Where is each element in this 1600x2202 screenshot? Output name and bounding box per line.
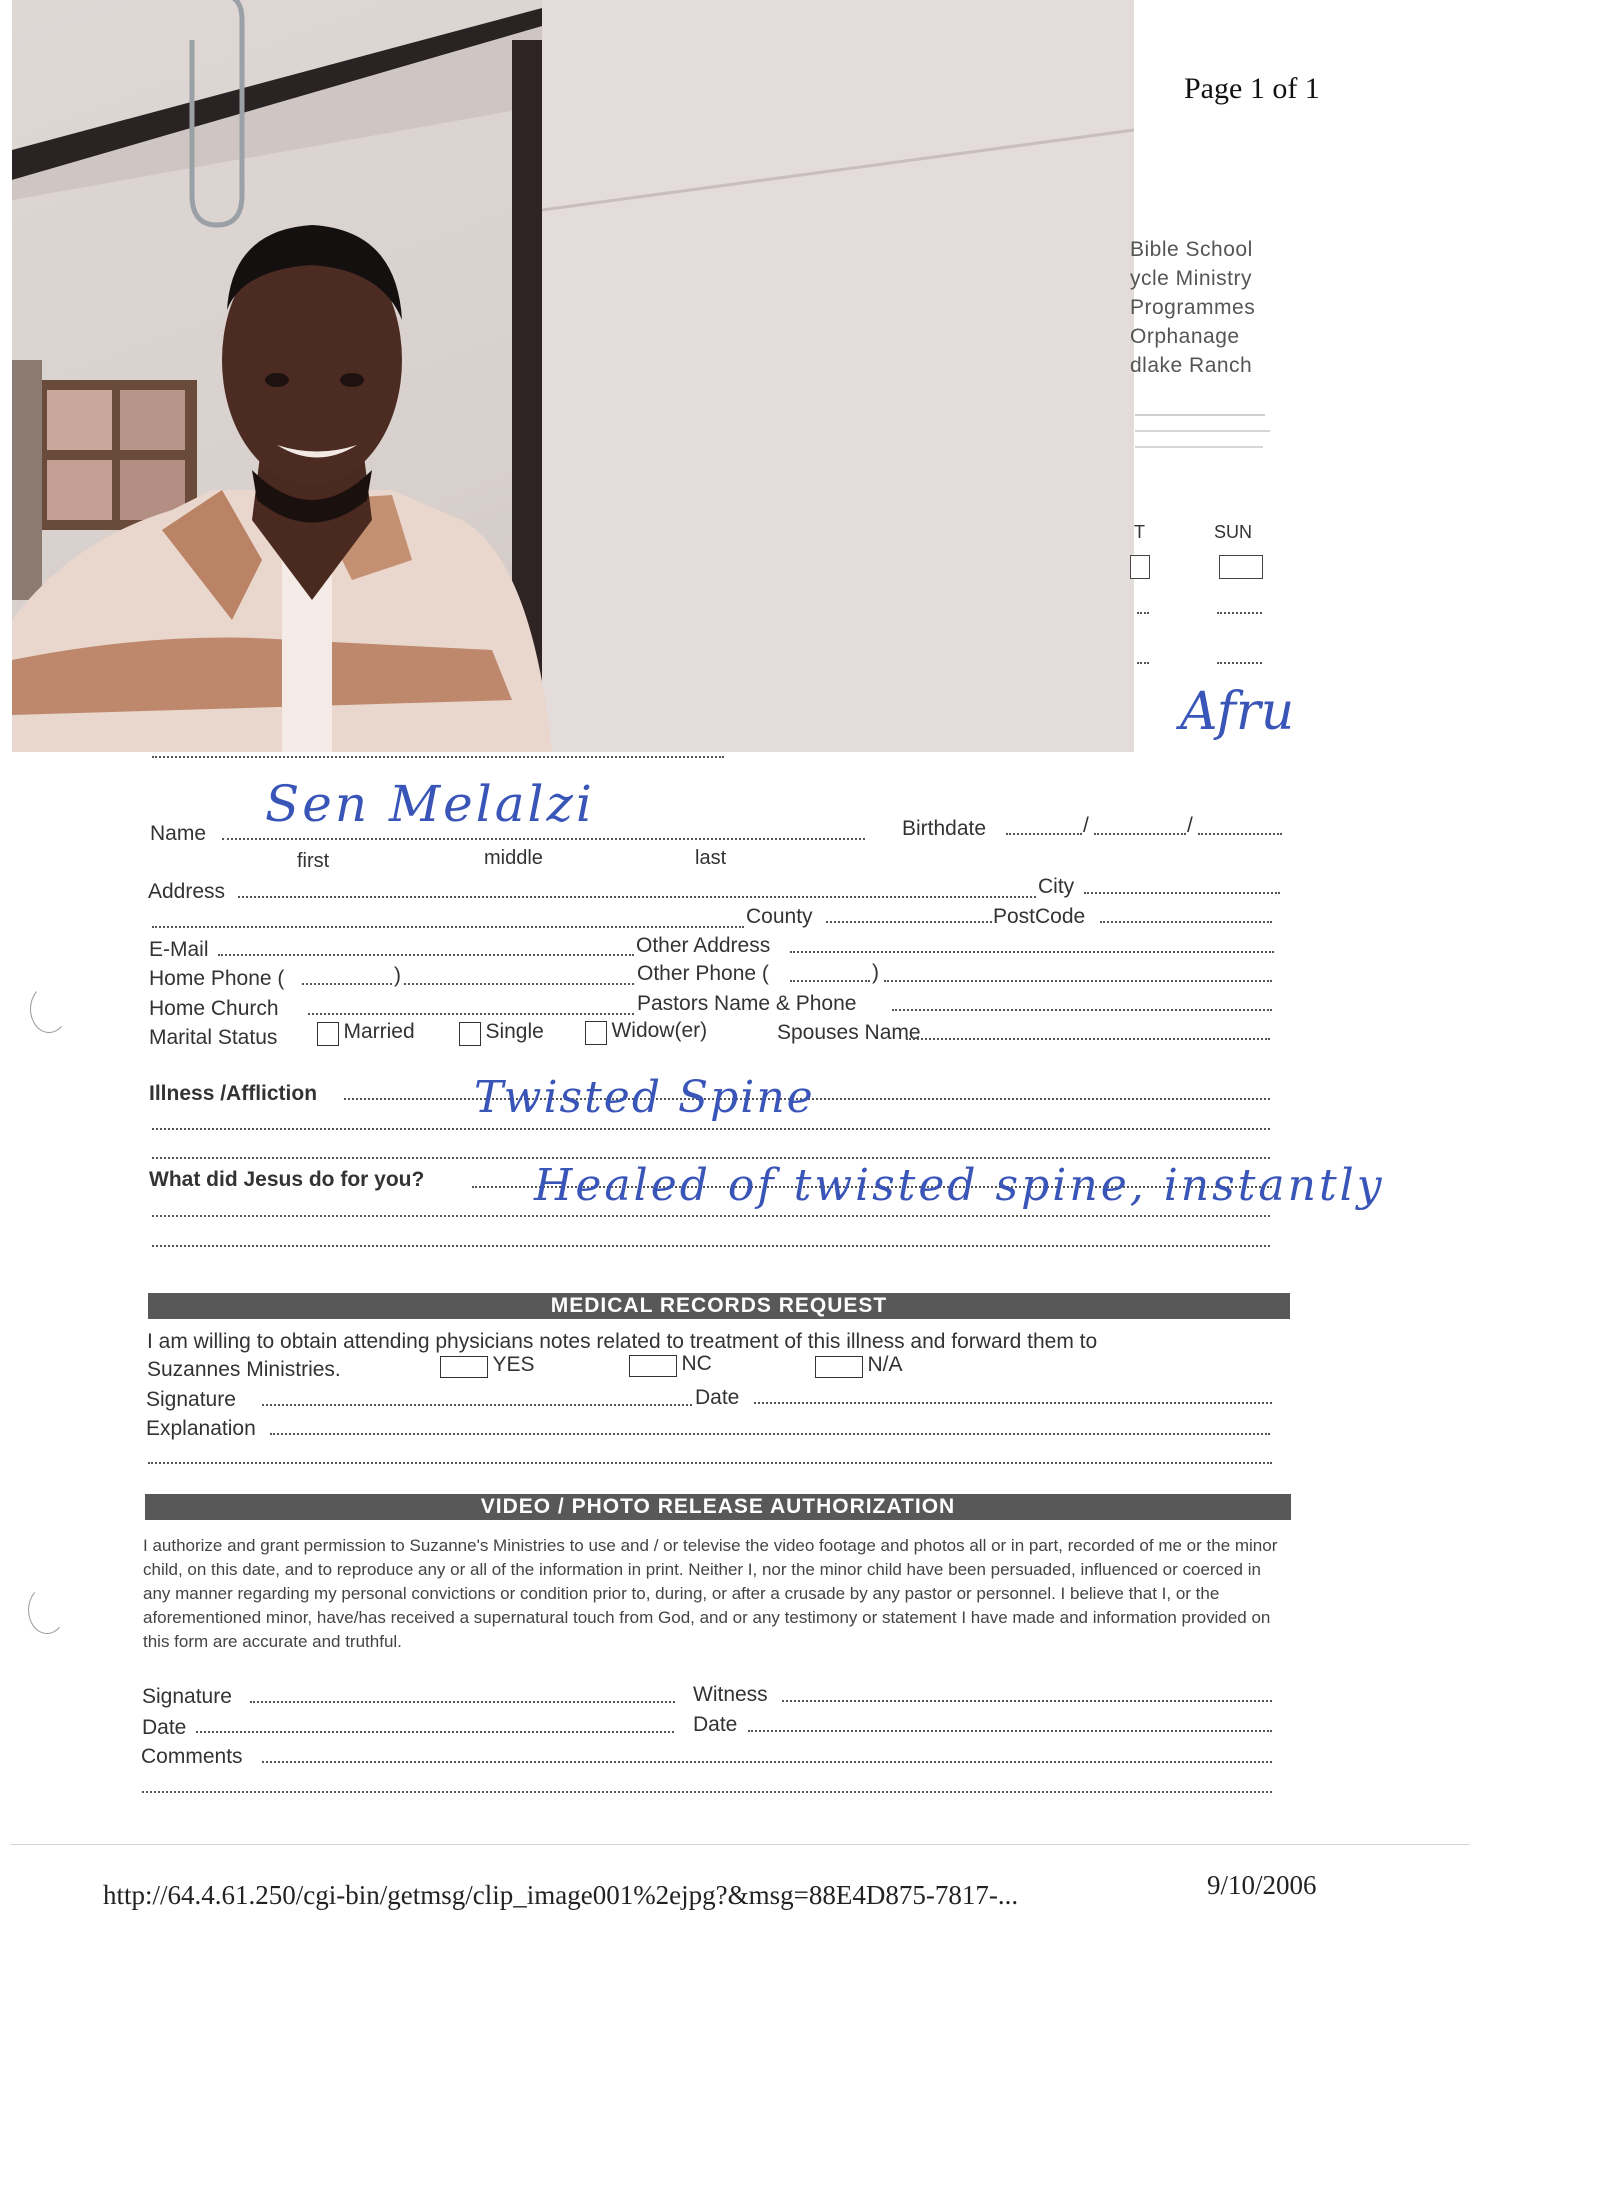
- witness-label: Witness: [693, 1683, 768, 1706]
- single-checkbox[interactable]: [459, 1022, 481, 1046]
- city-line[interactable]: [1084, 892, 1280, 894]
- no-checkbox[interactable]: [629, 1355, 677, 1377]
- widow-checkbox[interactable]: [585, 1021, 607, 1045]
- address-line-2[interactable]: [152, 926, 744, 928]
- pastors-label: Pastors Name & Phone: [637, 992, 857, 1015]
- sun-checkbox[interactable]: [1219, 555, 1263, 579]
- address-line[interactable]: [238, 896, 1036, 898]
- spouses-name-line[interactable]: [906, 1038, 1270, 1040]
- name-line[interactable]: [222, 838, 865, 840]
- home-phone-line[interactable]: [404, 983, 634, 985]
- na-label: N/A: [867, 1353, 903, 1376]
- widow-label: Widow(er): [611, 1019, 708, 1042]
- scan-edge: [10, 1844, 1470, 1845]
- home-phone-label: Home Phone (: [149, 967, 285, 990]
- birthdate-month-line[interactable]: [1094, 833, 1186, 835]
- divider: [152, 756, 724, 758]
- medical-text-line1: I am willing to obtain attending physicians notes related to treatment of this illness and forward them to: [147, 1330, 1098, 1353]
- email-label: E-Mail: [149, 938, 209, 961]
- postcode-line[interactable]: [1100, 921, 1272, 923]
- footer-url[interactable]: http://64.4.61.250/cgi-bin/getmsg/clip_image001%2ejpg?&msg=88E4D875-7817-...: [103, 1880, 1019, 1910]
- postcode-label: PostCode: [993, 905, 1086, 928]
- county-label: County: [746, 905, 813, 928]
- medical-date-line[interactable]: [754, 1402, 1272, 1404]
- punch-hole: [28, 1586, 66, 1634]
- email-line[interactable]: [218, 954, 634, 956]
- medical-na-option[interactable]: [815, 1353, 902, 1378]
- city-label: City: [1038, 875, 1075, 898]
- illness-line-3[interactable]: [152, 1157, 1270, 1159]
- other-phone-line[interactable]: [884, 980, 1272, 982]
- married-label: Married: [343, 1020, 415, 1043]
- release-date-label: Date: [142, 1716, 187, 1739]
- medical-yes-option[interactable]: [440, 1353, 534, 1378]
- divider: [1217, 662, 1262, 664]
- home-church-label: Home Church: [149, 997, 279, 1020]
- home-phone-area-line[interactable]: [302, 983, 392, 985]
- birthdate-label: Birthdate: [902, 817, 987, 840]
- release-date2-label: Date: [693, 1713, 738, 1736]
- address-label: Address: [148, 880, 226, 903]
- single-label: Single: [485, 1020, 544, 1043]
- program-item: Bible School: [1130, 238, 1253, 261]
- married-option[interactable]: [317, 1020, 415, 1046]
- pastors-line[interactable]: [892, 1009, 1272, 1011]
- program-item: ycle Ministry: [1130, 267, 1253, 290]
- spouses-name-label: Spouses Name: [777, 1021, 921, 1044]
- program-item: Orphanage: [1130, 325, 1240, 348]
- name-last-caption: last: [695, 847, 727, 869]
- release-heading: VIDEO / PHOTO RELEASE AUTHORIZATION: [145, 1494, 1291, 1520]
- medical-text-line2: Suzannes Ministries.: [147, 1358, 341, 1381]
- birthdate-day-line[interactable]: [1006, 833, 1082, 835]
- widow-option[interactable]: [585, 1019, 707, 1045]
- name-label: Name: [150, 822, 207, 845]
- na-checkbox[interactable]: [815, 1356, 863, 1378]
- county-line[interactable]: [826, 921, 992, 923]
- release-date2-line[interactable]: [748, 1730, 1272, 1732]
- handwritten-note: Afru: [1180, 682, 1295, 742]
- jesus-value: Healed of twisted spine, instantly: [534, 1160, 1385, 1211]
- other-address-label: Other Address: [636, 934, 771, 957]
- comments-line-2[interactable]: [142, 1791, 1272, 1793]
- illness-value: Twisted Spine: [474, 1072, 815, 1123]
- birthdate-year-line[interactable]: [1198, 833, 1282, 835]
- single-option[interactable]: [459, 1020, 544, 1046]
- page-label: Page 1 of 1: [1184, 72, 1320, 105]
- illness-label: Illness /Affliction: [149, 1082, 318, 1105]
- witness-line[interactable]: [782, 1700, 1272, 1702]
- no-label: NC: [681, 1352, 712, 1375]
- punch-hole: [30, 985, 68, 1033]
- medical-signature-label: Signature: [146, 1388, 236, 1411]
- divider: [1217, 612, 1262, 614]
- attached-photo: [12, 0, 1134, 752]
- yes-label: YES: [492, 1353, 535, 1376]
- divider: [1137, 612, 1149, 614]
- jesus-line-3[interactable]: [152, 1245, 1270, 1247]
- other-phone-area-line[interactable]: [790, 980, 870, 982]
- married-checkbox[interactable]: [317, 1022, 339, 1046]
- medical-signature-line[interactable]: [262, 1404, 692, 1406]
- jesus-line-2[interactable]: [152, 1215, 1270, 1217]
- home-church-line[interactable]: [308, 1013, 634, 1015]
- program-item: Programmes: [1130, 296, 1256, 319]
- explanation-line-2[interactable]: [148, 1462, 1272, 1464]
- illness-line-2[interactable]: [152, 1128, 1270, 1130]
- day-sun-label: SUN: [1214, 522, 1253, 542]
- day-sat-label: T: [1134, 522, 1145, 542]
- divider: [1137, 662, 1149, 664]
- release-date-line[interactable]: [196, 1731, 674, 1733]
- release-signature-label: Signature: [142, 1685, 232, 1708]
- sat-checkbox[interactable]: [1130, 555, 1150, 579]
- release-text: I authorize and grant permission to Suzanne's Ministries to use and / or televise the video footage and photos all or in part, recorded of me or the minor child, on this date, and to reproduce any or all of the information in print. Neither I, nor the minor child have been persuaded, influenced or coerced in any manner regarding my personal convictions or condition prior to, during, or after a crusade by any pastor or personnel. I believe that I, or the aforementioned minor, have/has received a supernatural touch from God, and or any testimony or statement I have made and information provided on this form are accurate and truthful.: [143, 1536, 1278, 1651]
- name-first-caption: first: [297, 850, 330, 872]
- explanation-label: Explanation: [146, 1417, 256, 1440]
- marital-status-label: Marital Status: [149, 1026, 278, 1049]
- other-address-line[interactable]: [790, 951, 1274, 953]
- yes-checkbox[interactable]: [440, 1356, 488, 1378]
- name-middle-caption: middle: [484, 847, 543, 869]
- medical-records-heading: MEDICAL RECORDS REQUEST: [148, 1293, 1290, 1319]
- release-signature-line[interactable]: [250, 1701, 675, 1703]
- comments-line[interactable]: [262, 1761, 1272, 1763]
- medical-no-option[interactable]: [629, 1352, 712, 1377]
- program-item: dlake Ranch: [1130, 354, 1253, 377]
- medical-date-label: Date: [695, 1386, 740, 1409]
- jesus-label: What did Jesus do for you?: [149, 1168, 425, 1191]
- explanation-line[interactable]: [270, 1433, 1270, 1435]
- smeared-address-block: [1135, 410, 1275, 466]
- footer-date: 9/10/2006: [1207, 1870, 1317, 1900]
- other-phone-label: Other Phone (: [637, 962, 769, 985]
- name-value: Sen Melalzi: [265, 775, 595, 833]
- comments-label: Comments: [141, 1745, 243, 1768]
